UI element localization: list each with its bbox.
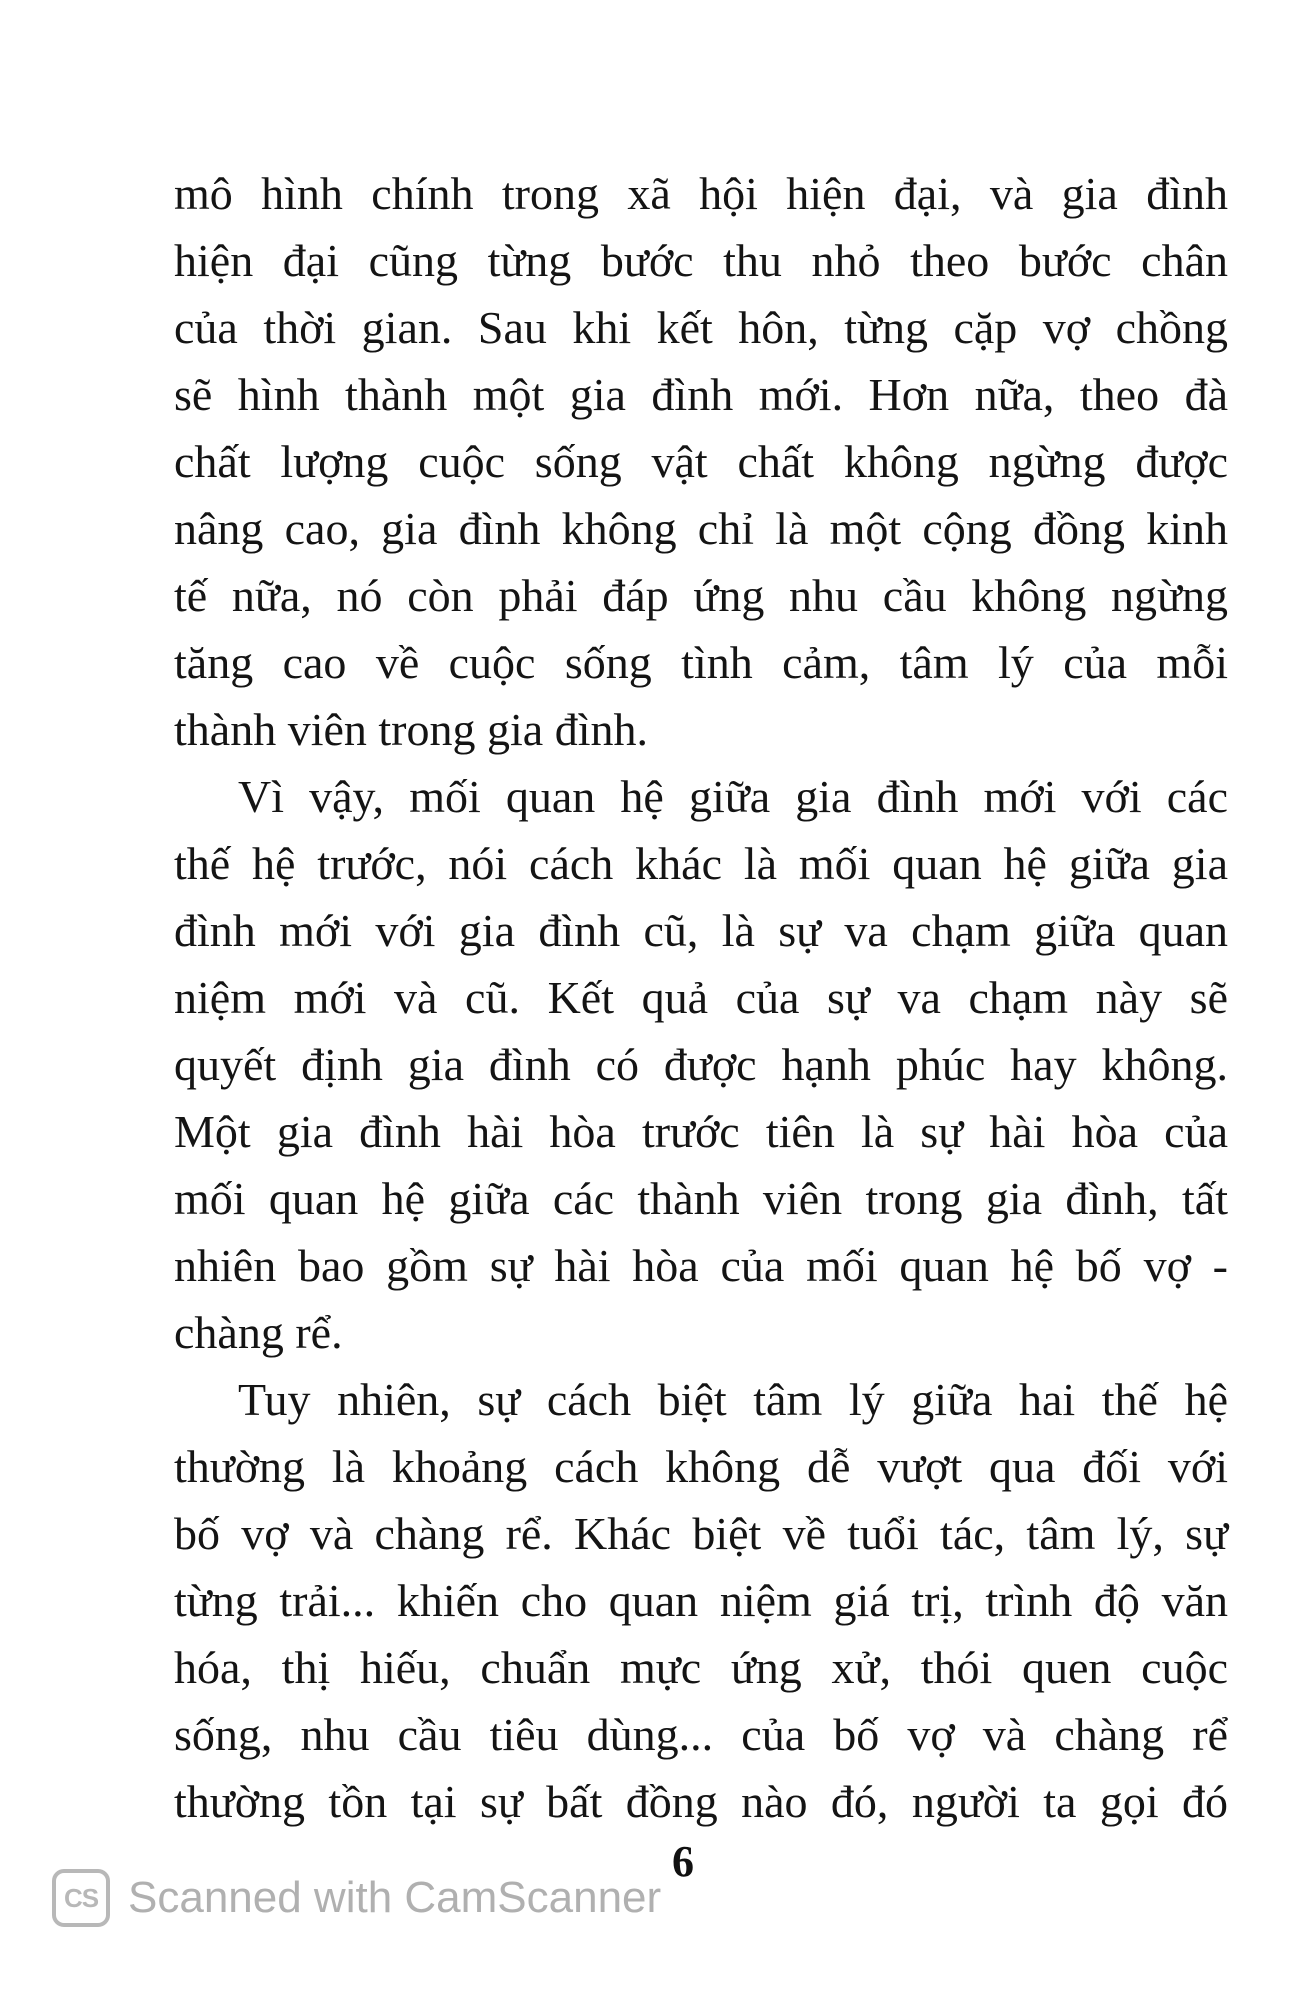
text-line: sống, nhu cầu tiêu dùng... của bố vợ và chàng rể <box>174 1709 1228 1760</box>
text-line: hóa, thị hiếu, chuẩn mực ứng xử, thói quen cuộc <box>174 1642 1228 1693</box>
text-line: tăng cao về cuộc sống tình cảm, tâm lý của mỗi <box>174 637 1228 688</box>
text-line: thường tồn tại sự bất đồng nào đó, người ta gọi đó <box>174 1776 1228 1827</box>
text-line: thành viên trong gia đình. <box>174 704 648 755</box>
text-line: quyết định gia đình có được hạnh phúc hay không. <box>174 1039 1228 1090</box>
text-line: sẽ hình thành một gia đình mới. Hơn nữa, theo đà <box>174 369 1228 420</box>
text-line: Vì vậy, mối quan hệ giữa gia đình mới với các <box>238 771 1228 822</box>
text-line: hiện đại cũng từng bước thu nhỏ theo bước chân <box>174 235 1228 286</box>
body-text <box>174 160 1228 1835</box>
text-line: mối quan hệ giữa các thành viên trong gia đình, tất <box>174 1173 1228 1224</box>
text-line: Một gia đình hài hòa trước tiên là sự hài hòa của <box>174 1106 1228 1157</box>
camscanner-logo-icon: CS <box>52 1869 110 1927</box>
text-line: Tuy nhiên, sự cách biệt tâm lý giữa hai thế hệ <box>238 1374 1228 1425</box>
camscanner-watermark <box>52 1866 661 1930</box>
text-line: niệm mới và cũ. Kết quả của sự va chạm này sẽ <box>174 972 1228 1023</box>
paragraph-3 <box>174 1366 1228 1835</box>
text-line: chất lượng cuộc sống vật chất không ngừng được <box>174 436 1228 487</box>
text-line: thế hệ trước, nói cách khác là mối quan hệ giữa gia <box>174 838 1228 889</box>
text-line: bố vợ và chàng rể. Khác biệt về tuổi tác, tâm lý, sự <box>174 1508 1228 1559</box>
text-line: đình mới với gia đình cũ, là sự va chạm giữa quan <box>174 905 1228 956</box>
watermark-text: Scanned with CamScanner <box>128 1873 662 1922</box>
page-number: 6 <box>672 1837 694 1886</box>
text-line: của thời gian. Sau khi kết hôn, từng cặp vợ chồng <box>174 302 1228 353</box>
text-line: tế nữa, nó còn phải đáp ứng nhu cầu không ngừng <box>174 570 1228 621</box>
text-line: nâng cao, gia đình không chỉ là một cộng đồng kinh <box>174 503 1228 554</box>
paragraph-2 <box>174 763 1228 1366</box>
paragraph-1 <box>174 160 1228 763</box>
text-line: nhiên bao gồm sự hài hòa của mối quan hệ bố vợ - <box>174 1240 1228 1291</box>
text-line: thường là khoảng cách không dễ vượt qua đối với <box>174 1441 1228 1492</box>
text-line: từng trải... khiến cho quan niệm giá trị, trình độ văn <box>174 1575 1228 1626</box>
text-line: chàng rể. <box>174 1307 343 1358</box>
text-line: mô hình chính trong xã hội hiện đại, và gia đình <box>174 168 1228 219</box>
